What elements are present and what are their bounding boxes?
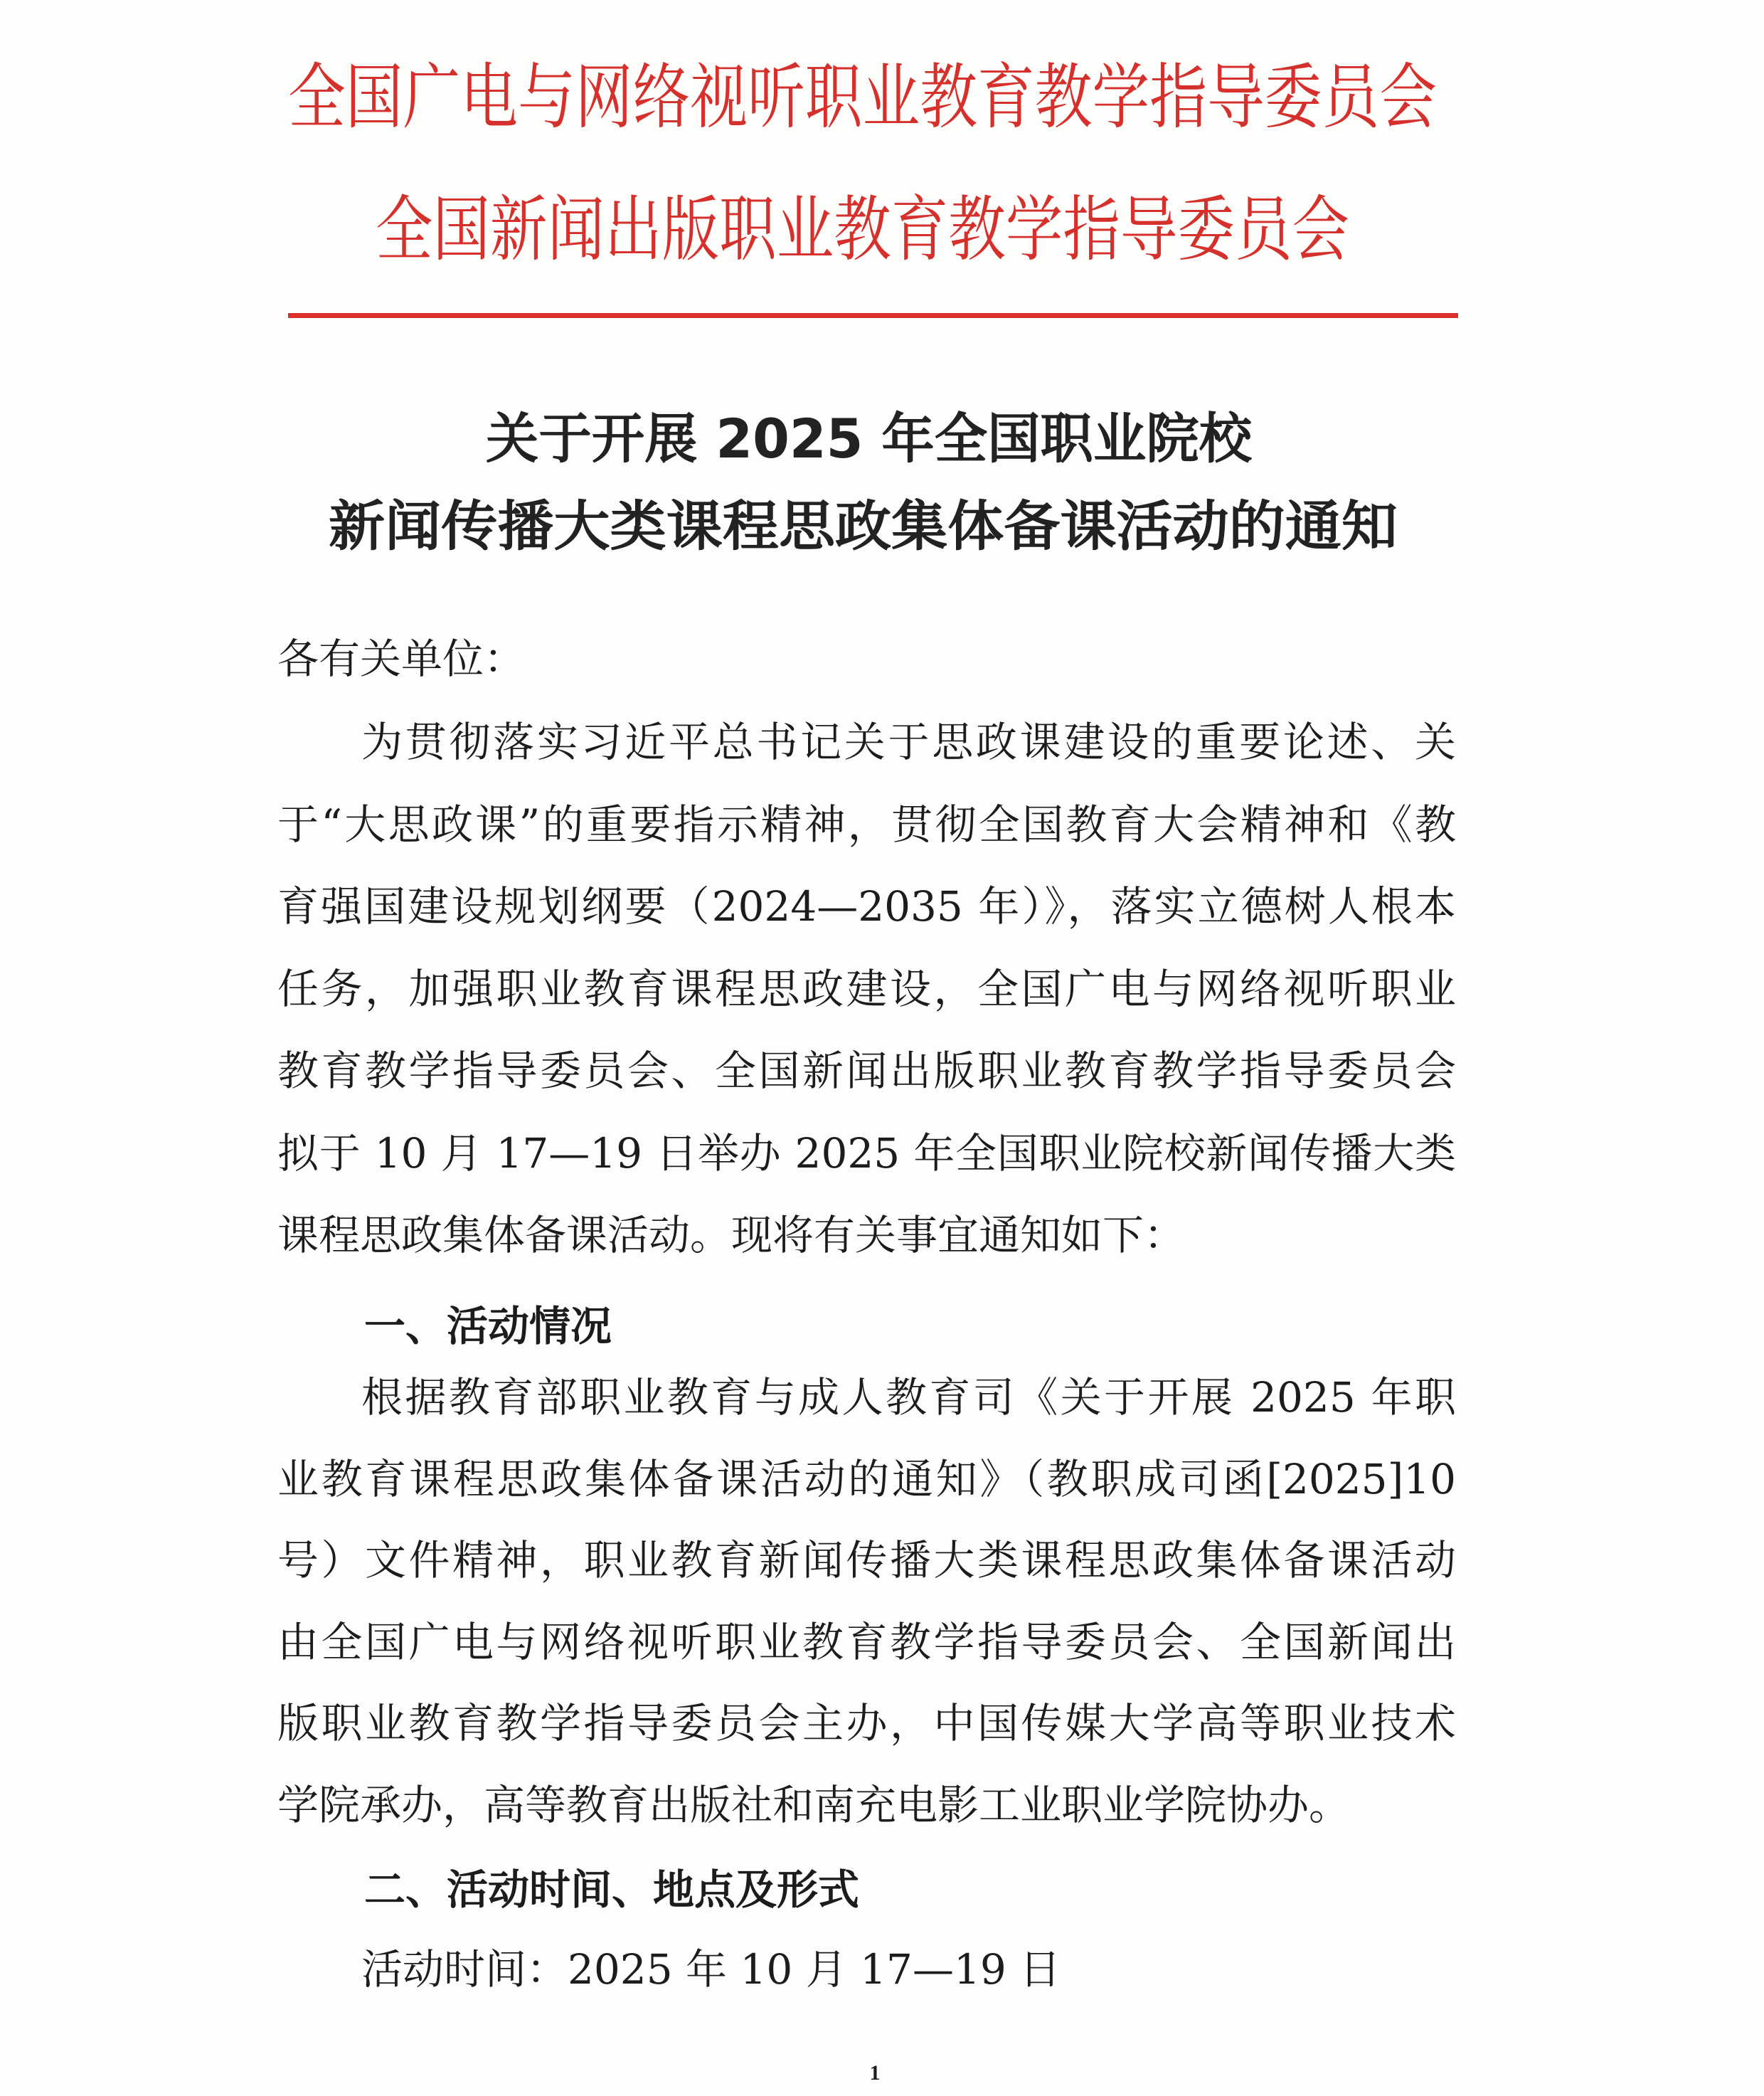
section1-line: 业教育课程思政集体备课活动的通知》（教职成司函[2025]10 <box>277 1455 1456 1503</box>
intro-line: 任务，加强职业教育课程思政建设，全国广电与网络视听职业 <box>277 965 1456 1013</box>
intro-line: 于“大思政课”的重要指示精神，贯彻全国教育大会精神和《教 <box>277 800 1456 849</box>
section1-line: 版职业教育教学指导委员会主办，中国传媒大学高等职业技术 <box>277 1699 1456 1747</box>
intro-line: 为贯彻落实习近平总书记关于思政课建设的重要论述、关 <box>361 718 1456 766</box>
issuer-header-line-1 <box>288 55 1437 139</box>
intro-line: 课程思政集体备课活动。现将有关事宜通知如下： <box>277 1211 1186 1259</box>
activity-time-line: 活动时间：2025 年 10 月 17—19 日 <box>361 1945 1061 1994</box>
issuer-header-line-1-text: 全国广电与网络视听职业教育教学指导委员会 <box>288 55 1437 139</box>
section1-line: 学院承办，高等教育出版社和南充电影工业职业学院协办。 <box>277 1781 1351 1829</box>
section1-line: 号）文件精神，职业教育新闻传播大类课程思政集体备课活动 <box>277 1536 1456 1584</box>
document-title-line-1-text: 关于开展 2025 年全国职业院校 <box>486 407 1252 470</box>
red-divider-rule <box>288 313 1458 318</box>
salutation: 各有关单位： <box>277 635 526 683</box>
section1-line: 由全国广电与网络视听职业教育教学指导委员会、全国新闻出 <box>277 1618 1456 1666</box>
issuer-header-line-2 <box>376 188 1349 271</box>
document-title-line-2-text: 新闻传播大类课程思政集体备课活动的通知 <box>329 494 1398 558</box>
document-title-line-1 <box>486 409 1252 469</box>
section-heading-1: 一、活动情况 <box>364 1302 612 1350</box>
intro-line: 育强国建设规划纲要（2024—2035 年）》，落实立德树人根本 <box>277 882 1456 931</box>
intro-line: 教育教学指导委员会、全国新闻出版职业教育教学指导委员会 <box>277 1047 1456 1095</box>
issuer-header-line-2-text: 全国新闻出版职业教育教学指导委员会 <box>376 188 1349 271</box>
intro-line: 拟于 10 月 17—19 日举办 2025 年全国职业院校新闻传播大类 <box>277 1129 1456 1177</box>
document-title-line-2 <box>329 494 1398 558</box>
page-number: 1 <box>869 2061 881 2085</box>
section-heading-2: 二、活动时间、地点及形式 <box>364 1865 860 1914</box>
section1-line: 根据教育部职业教育与成人教育司《关于开展 2025 年职 <box>361 1373 1456 1422</box>
